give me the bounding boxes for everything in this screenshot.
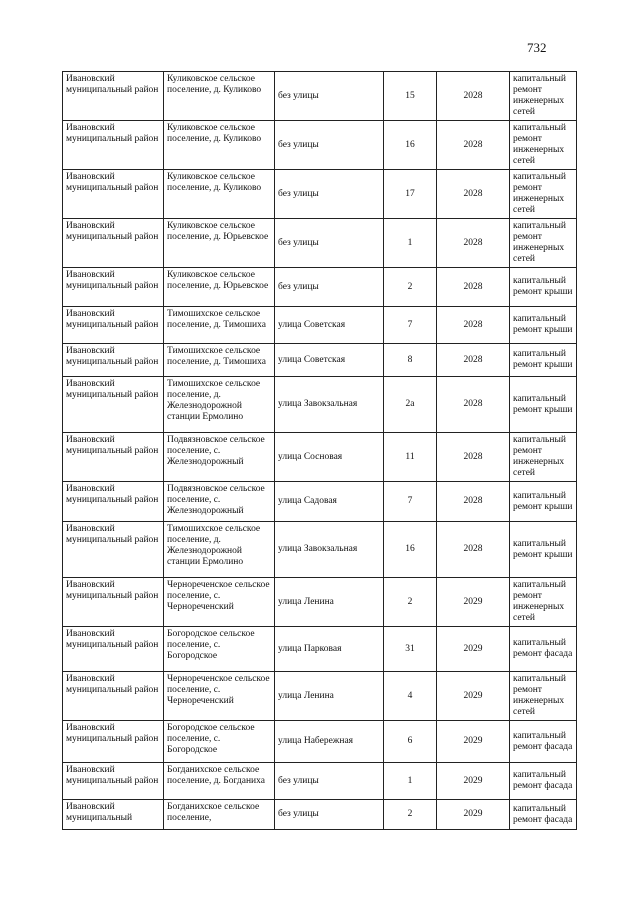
street-cell: улица Парковая xyxy=(275,627,384,672)
house-number-cell: 7 xyxy=(384,482,437,522)
work-type-cell: капитальный ремонт крыши xyxy=(510,522,577,578)
work-type-cell: капитальный ремонт инженерных сетей xyxy=(510,672,577,721)
district-cell: Ивановский муниципальный район xyxy=(63,268,164,307)
settlement-cell: Куликовское сельское поселение, д. Куликово xyxy=(164,121,275,170)
table-row xyxy=(63,763,577,800)
house-number-cell: 17 xyxy=(384,170,437,219)
work-type-cell: капитальный ремонт крыши xyxy=(510,307,577,344)
work-type-cell: капитальный ремонт фасада xyxy=(510,800,577,830)
house-number-cell: 7 xyxy=(384,307,437,344)
street-cell: без улицы xyxy=(275,268,384,307)
table-row xyxy=(63,170,577,219)
settlement-cell: Тимошихское сельское поселение, д. Железнодорожной станции Ермолино xyxy=(164,522,275,578)
work-type-cell: капитальный ремонт инженерных сетей xyxy=(510,433,577,482)
settlement-cell: Подвязновское сельское поселение, с. Железнодорожный xyxy=(164,482,275,522)
year-cell: 2029 xyxy=(437,763,510,800)
settlement-cell: Богородское сельское поселение, с. Богородское xyxy=(164,627,275,672)
work-type-cell: капитальный ремонт крыши xyxy=(510,344,577,377)
year-cell: 2029 xyxy=(437,578,510,627)
settlement-cell: Подвязновское сельское поселение, с. Железнодорожный xyxy=(164,433,275,482)
table-row xyxy=(63,578,577,627)
street-cell: улица Завокзальная xyxy=(275,377,384,433)
year-cell: 2029 xyxy=(437,721,510,763)
work-type-cell: капитальный ремонт фасада xyxy=(510,763,577,800)
year-cell: 2028 xyxy=(437,522,510,578)
street-cell: улица Советская xyxy=(275,344,384,377)
year-cell: 2028 xyxy=(437,170,510,219)
street-cell: без улицы xyxy=(275,763,384,800)
work-type-cell: капитальный ремонт инженерных сетей xyxy=(510,219,577,268)
year-cell: 2029 xyxy=(437,800,510,830)
street-cell: улица Ленина xyxy=(275,578,384,627)
table-row xyxy=(63,377,577,433)
house-number-cell: 16 xyxy=(384,121,437,170)
work-type-cell: капитальный ремонт инженерных сетей xyxy=(510,72,577,121)
street-cell: без улицы xyxy=(275,800,384,830)
house-number-cell: 11 xyxy=(384,433,437,482)
settlement-cell: Тимошихское сельское поселение, д. Железнодорожной станции Ермолино xyxy=(164,377,275,433)
street-cell: улица Советская xyxy=(275,307,384,344)
table-row xyxy=(63,344,577,377)
street-cell: улица Садовая xyxy=(275,482,384,522)
settlement-cell: Тимошихское сельское поселение, д. Тимошиха xyxy=(164,344,275,377)
work-type-cell: капитальный ремонт инженерных сетей xyxy=(510,170,577,219)
work-type-cell: капитальный ремонт инженерных сетей xyxy=(510,578,577,627)
district-cell: Ивановский муниципальный район xyxy=(63,121,164,170)
year-cell: 2028 xyxy=(437,121,510,170)
settlement-cell: Богданихское сельское поселение, д. Богданиха xyxy=(164,763,275,800)
work-type-cell: капитальный ремонт крыши xyxy=(510,268,577,307)
settlement-cell: Чернореченское сельское поселение, с. Чернореченский xyxy=(164,672,275,721)
year-cell: 2028 xyxy=(437,307,510,344)
district-cell: Ивановский муниципальный район xyxy=(63,482,164,522)
table-row xyxy=(63,219,577,268)
settlement-cell: Куликовское сельское поселение, д. Куликово xyxy=(164,170,275,219)
table-row xyxy=(63,721,577,763)
district-cell: Ивановский муниципальный район xyxy=(63,307,164,344)
street-cell: улица Ленина xyxy=(275,672,384,721)
district-cell: Ивановский муниципальный район xyxy=(63,522,164,578)
work-type-cell: капитальный ремонт инженерных сетей xyxy=(510,121,577,170)
house-number-cell: 2 xyxy=(384,268,437,307)
year-cell: 2028 xyxy=(437,433,510,482)
district-cell: Ивановский муниципальный район xyxy=(63,219,164,268)
work-type-cell: капитальный ремонт фасада xyxy=(510,627,577,672)
settlement-cell: Куликовское сельское поселение, д. Юрьевское xyxy=(164,268,275,307)
street-cell: без улицы xyxy=(275,170,384,219)
street-cell: улица Набережная xyxy=(275,721,384,763)
year-cell: 2028 xyxy=(437,377,510,433)
table-row xyxy=(63,433,577,482)
district-cell: Ивановский муниципальный район xyxy=(63,344,164,377)
house-number-cell: 1 xyxy=(384,763,437,800)
street-cell: без улицы xyxy=(275,72,384,121)
page-number: 732 xyxy=(527,40,547,55)
district-cell: Ивановский муниципальный район xyxy=(63,627,164,672)
house-number-cell: 2 xyxy=(384,578,437,627)
settlement-cell: Куликовское сельское поселение, д. Юрьевское xyxy=(164,219,275,268)
house-number-cell: 6 xyxy=(384,721,437,763)
work-type-cell: капитальный ремонт крыши xyxy=(510,377,577,433)
street-cell: без улицы xyxy=(275,121,384,170)
work-type-cell: капитальный ремонт фасада xyxy=(510,721,577,763)
district-cell: Ивановский муниципальный район xyxy=(63,763,164,800)
table-body xyxy=(63,72,577,830)
table-row xyxy=(63,268,577,307)
district-cell: Ивановский муниципальный район xyxy=(63,433,164,482)
house-number-cell: 15 xyxy=(384,72,437,121)
year-cell: 2028 xyxy=(437,482,510,522)
street-cell: улица Завокзальная xyxy=(275,522,384,578)
table-row xyxy=(63,482,577,522)
street-cell: без улицы xyxy=(275,219,384,268)
street-cell: улица Сосновая xyxy=(275,433,384,482)
house-number-cell: 16 xyxy=(384,522,437,578)
house-number-cell: 31 xyxy=(384,627,437,672)
district-cell: Ивановский муниципальный район xyxy=(63,72,164,121)
district-cell: Ивановский муниципальный район xyxy=(63,170,164,219)
house-number-cell: 2 xyxy=(384,800,437,830)
table-row xyxy=(63,72,577,121)
table-row xyxy=(63,522,577,578)
district-cell: Ивановский муниципальный район xyxy=(63,672,164,721)
housing-repair-table xyxy=(62,71,577,830)
year-cell: 2028 xyxy=(437,219,510,268)
settlement-cell: Богданихское сельское поселение, xyxy=(164,800,275,830)
table-row xyxy=(63,672,577,721)
year-cell: 2029 xyxy=(437,627,510,672)
district-cell: Ивановский муниципальный район xyxy=(63,377,164,433)
work-type-cell: капитальный ремонт крыши xyxy=(510,482,577,522)
district-cell: Ивановский муниципальный район xyxy=(63,578,164,627)
settlement-cell: Богородское сельское поселение, с. Богородское xyxy=(164,721,275,763)
settlement-cell: Чернореченское сельское поселение, с. Чернореченский xyxy=(164,578,275,627)
table-row xyxy=(63,121,577,170)
settlement-cell: Тимошихское сельское поселение, д. Тимошиха xyxy=(164,307,275,344)
house-number-cell: 2а xyxy=(384,377,437,433)
year-cell: 2028 xyxy=(437,268,510,307)
settlement-cell: Куликовское сельское поселение, д. Куликово xyxy=(164,72,275,121)
year-cell: 2028 xyxy=(437,72,510,121)
year-cell: 2028 xyxy=(437,344,510,377)
table-row xyxy=(63,800,577,830)
district-cell: Ивановский муниципальный район xyxy=(63,721,164,763)
house-number-cell: 1 xyxy=(384,219,437,268)
table-row xyxy=(63,627,577,672)
house-number-cell: 4 xyxy=(384,672,437,721)
table-row xyxy=(63,307,577,344)
year-cell: 2029 xyxy=(437,672,510,721)
house-number-cell: 8 xyxy=(384,344,437,377)
district-cell: Ивановский муниципальный xyxy=(63,800,164,830)
